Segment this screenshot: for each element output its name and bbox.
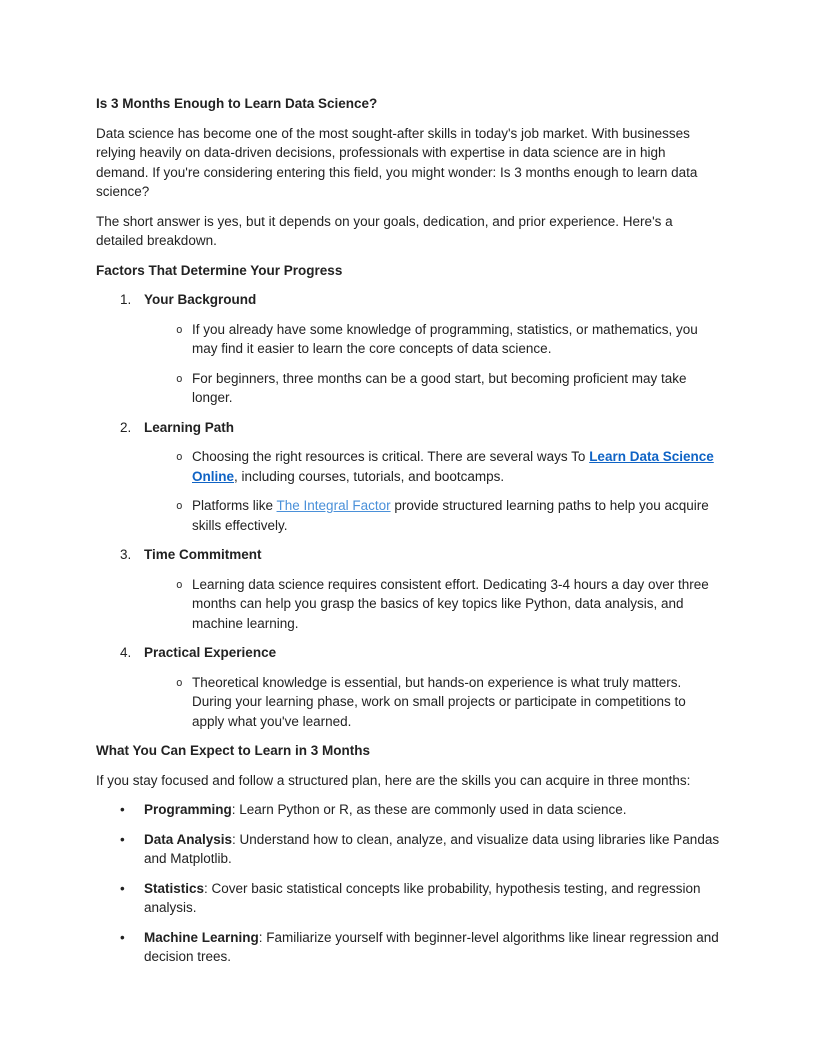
numbered-item-practical-experience (96, 643, 720, 663)
sub-bullet-item (96, 496, 720, 535)
skill-description: : Understand how to clean, analyze, and visualize data using libraries like Pandas and Matplotlib. (144, 831, 720, 866)
skill-item-data-analysis (96, 830, 720, 869)
list-number: 2. (120, 419, 132, 435)
numbered-item-title: Your Background (144, 292, 257, 307)
bullet-icon: • (120, 880, 125, 896)
numbered-item-title: Learning Path (144, 419, 235, 435)
sub-bullet-item (96, 369, 720, 408)
skill-item-programming (96, 800, 720, 820)
sub-bullet-item (96, 447, 720, 486)
sub-bullet-text-pre: Choosing the right resources is critical. There are several ways To (192, 449, 590, 464)
skill-item-machine-learning (96, 928, 720, 967)
list-number: 4. (120, 645, 132, 660)
bullet-icon: • (120, 831, 125, 847)
sub-bullet-text: If you already have some knowledge of programming, statistics, or mathematics, you may find it easier to learn the core concepts of data science. (192, 321, 698, 356)
skill-text (144, 830, 720, 869)
sub-bullet-text: Learning data science requires consistent effort. Dedicating 3-4 hours a day over three months can help you grasp the basics of key topics like Python, data analysis, and machine learning. (192, 576, 709, 631)
link-learn-data-science-online[interactable]: Learn Data Science Online (192, 449, 714, 484)
bullet-icon: • (120, 929, 125, 945)
sub-bullet-item (96, 575, 720, 634)
page-title: Is 3 Months Enough to Learn Data Science? (96, 96, 378, 111)
circle-bullet-icon: o (176, 675, 183, 689)
skill-term: Machine Learning (144, 929, 259, 945)
sub-bullet-item (96, 320, 720, 359)
circle-bullet-icon: o (176, 371, 183, 385)
sub-bullet-item (96, 673, 720, 732)
circle-bullet-icon: o (176, 577, 183, 591)
circle-bullet-icon: o (176, 322, 183, 336)
numbered-item-title: Time Commitment (144, 547, 262, 562)
skill-term: Statistics (144, 880, 205, 896)
list-number: 3. (120, 547, 132, 562)
skill-item-statistics (96, 879, 720, 918)
section-heading-factors: Factors That Determine Your Progress (96, 262, 343, 278)
sub-bullet-text: Theoretical knowledge is essential, but hands-on experience is what truly matters. During your learning phase, work on small projects or participate in competitions to apply what you've learned. (192, 674, 686, 729)
sub-bullet-text (192, 496, 720, 535)
bullet-icon: • (120, 802, 125, 817)
skill-description: : Learn Python or R, as these are commonly used in data science. (231, 802, 627, 817)
skill-term: Programming (144, 802, 232, 817)
intro-paragraph-1: Data science has become one of the most sought-after skills in today's job market. With businesses relying heavily on data-driven decisions, professionals with expertise in data science are in high demand. If you're considering entering this field, you might wonder: Is 3 months enough to learn data science? (96, 125, 698, 199)
sub-bullet-text-pre: Platforms like (192, 498, 277, 513)
list-number: 1. (120, 292, 132, 307)
numbered-item-time-commitment (96, 545, 720, 565)
skill-term: Data Analysis (144, 831, 233, 847)
skill-text (144, 928, 720, 967)
numbered-item-learning-path (96, 418, 720, 438)
circle-bullet-icon: o (176, 450, 183, 463)
sub-bullet-text (192, 447, 720, 486)
skill-text (144, 879, 720, 918)
skill-description: : Cover basic statistical concepts like probability, hypothesis testing, and regression analysis. (144, 880, 701, 915)
sub-bullet-text-post: provide structured learning paths to help you acquire skills effectively. (192, 498, 709, 533)
document-content (96, 94, 720, 977)
intro-paragraph-2: The short answer is yes, but it depends on your goals, dedication, and prior experience. Here's a detailed breakdown. (96, 213, 673, 248)
sub-bullet-text-post: , including courses, tutorials, and bootcamps. (234, 468, 505, 484)
expectations-intro-paragraph: If you stay focused and follow a structured plan, here are the skills you can acquire in three months: (96, 772, 691, 788)
skill-description: : Familiarize yourself with beginner-level algorithms like linear regression and decision trees. (144, 929, 719, 964)
skill-text (144, 800, 720, 820)
sub-bullet-text: For beginners, three months can be a good start, but becoming proficient may take longer. (192, 370, 687, 405)
numbered-item-your-background (96, 290, 720, 310)
link-the-integral-factor[interactable]: The Integral Factor (276, 498, 391, 513)
numbered-item-title: Practical Experience (144, 645, 277, 660)
section-heading-expectations: What You Can Expect to Learn in 3 Months (96, 743, 371, 758)
circle-bullet-icon: o (176, 499, 183, 512)
